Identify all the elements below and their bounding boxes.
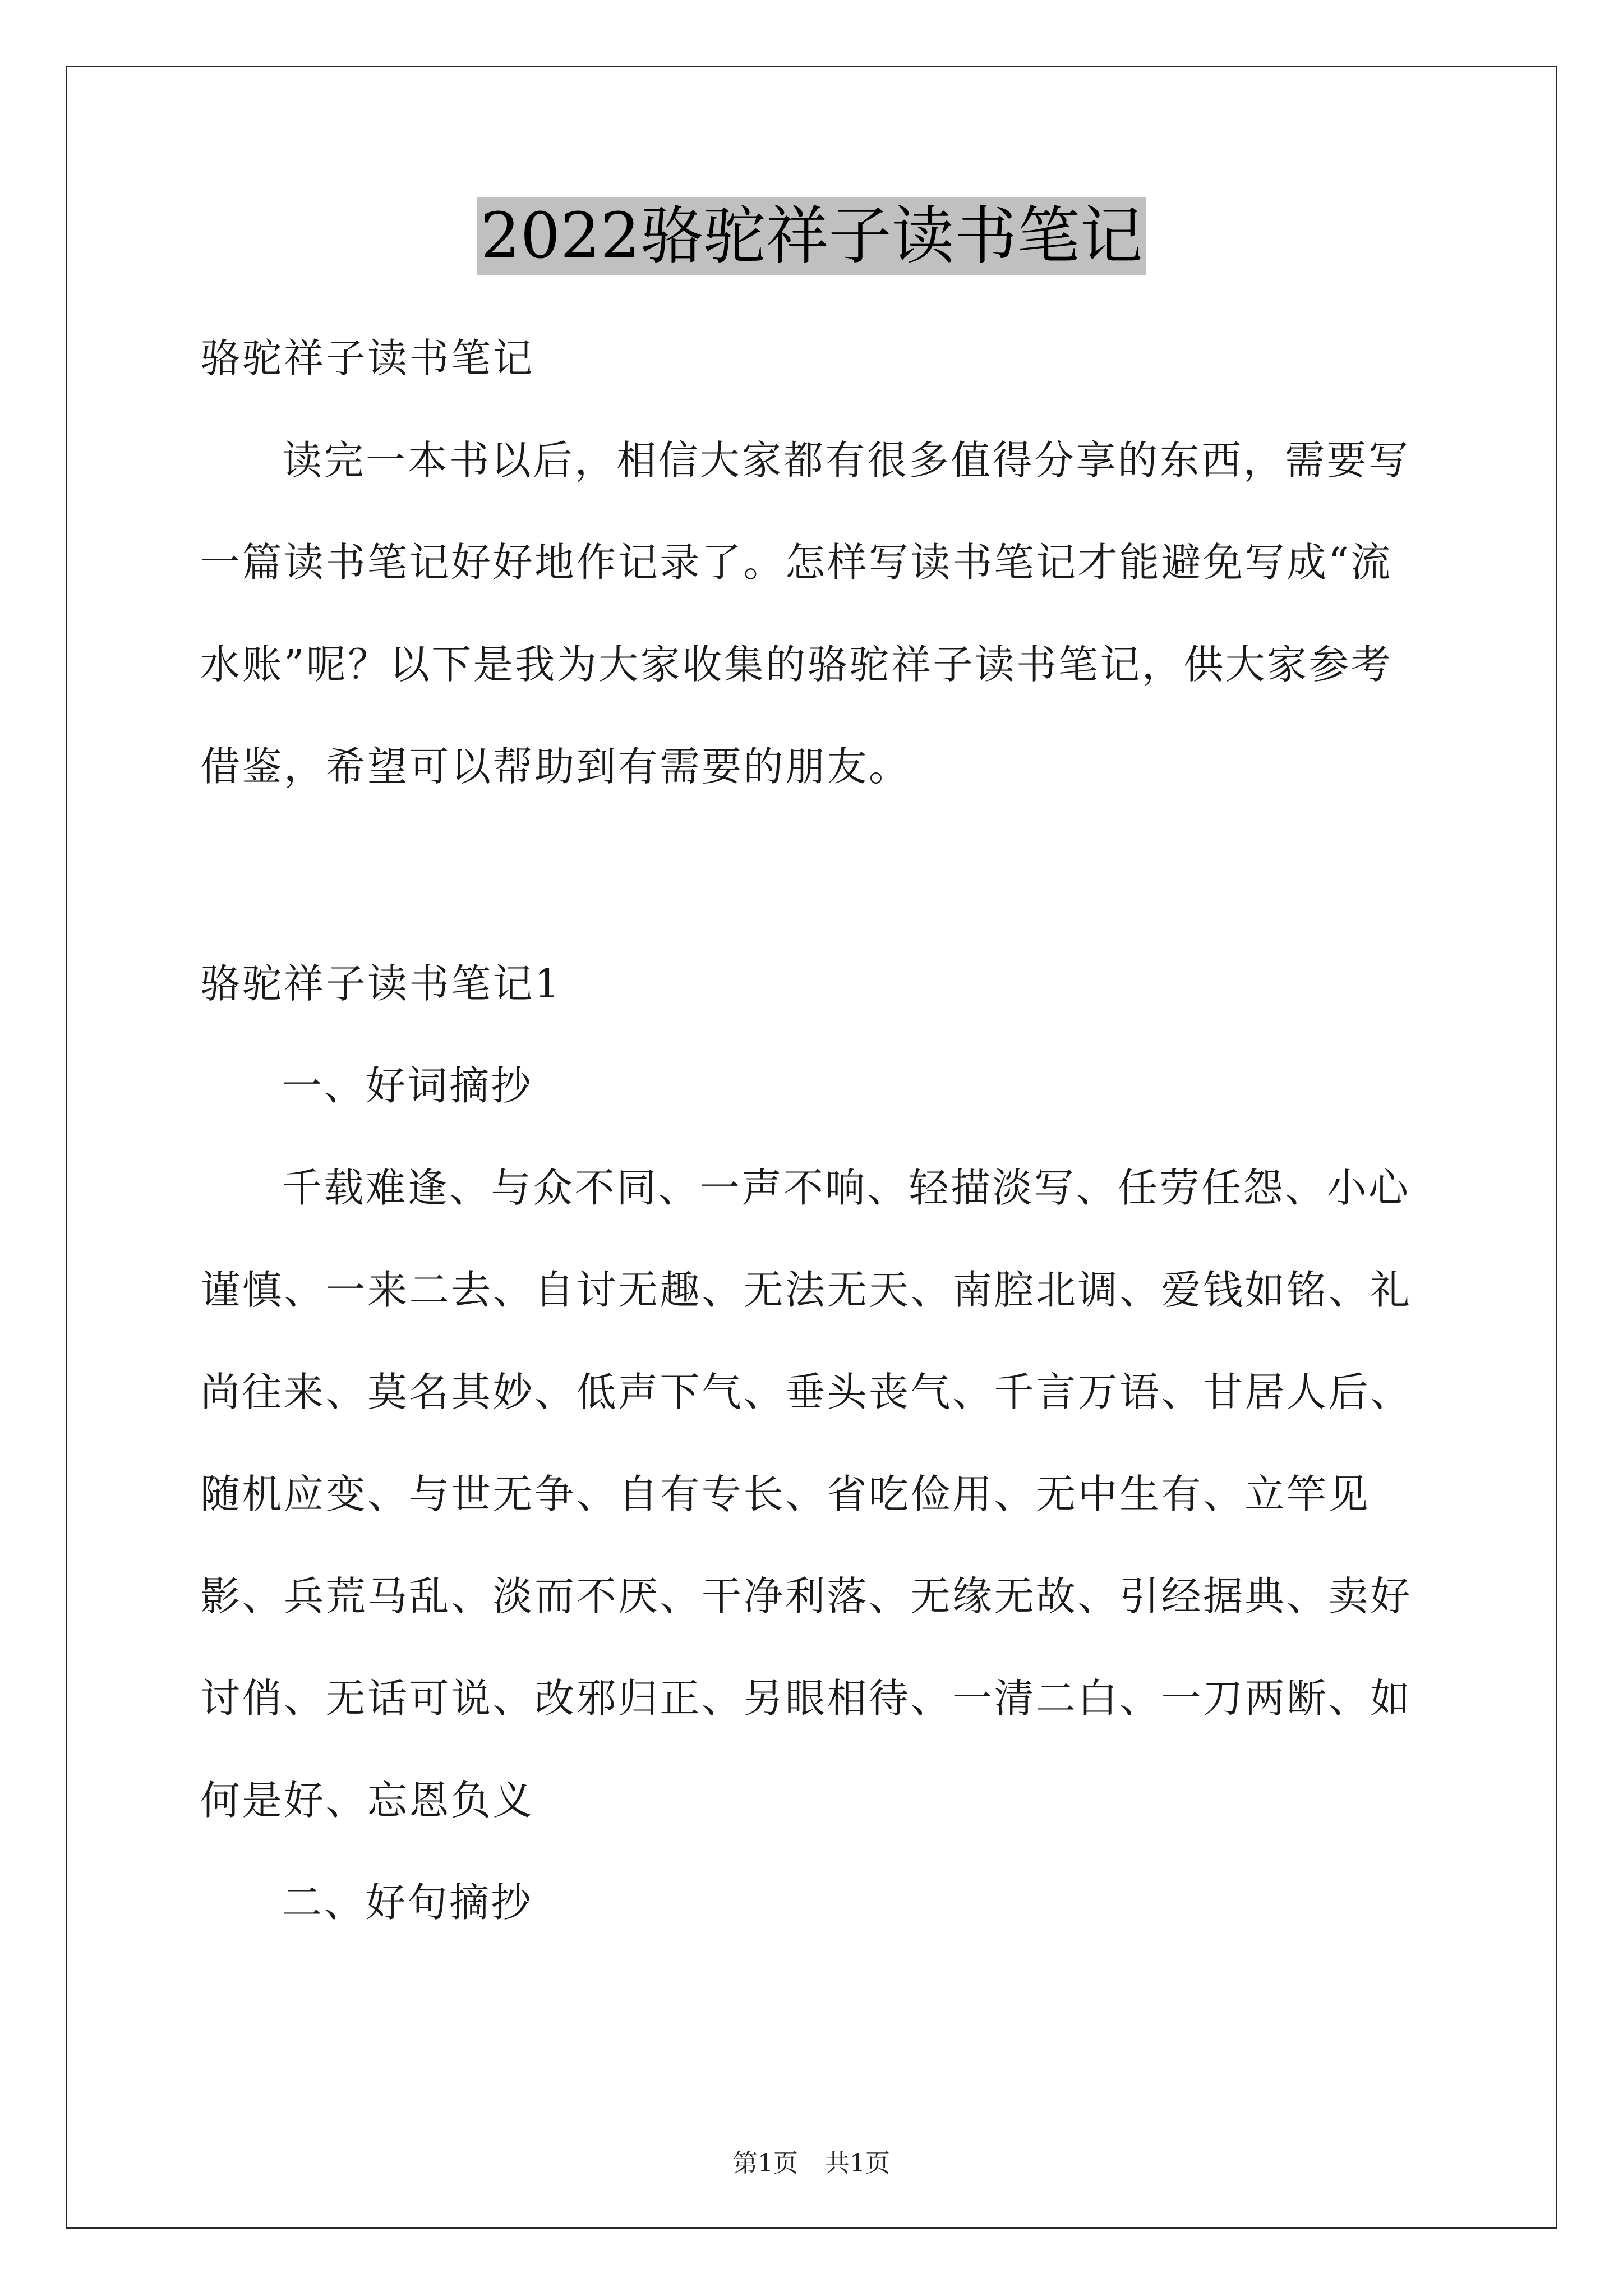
intro-paragraph: 读完一本书以后，相信大家都有很多值得分享的东西，需要写一篇读书笔记好好地作记录了。怎样写读书笔记才能避免写成“流水账”呢？以下是我为大家收集的骆驼祥子读书笔记，供大家参考借鉴，希望可以帮助到有需要的朋友。 xyxy=(200,437,1410,790)
page-number: 第1页 xyxy=(733,2149,798,2178)
page-footer xyxy=(0,2143,1623,2179)
section-heading: 骆驼祥子读书笔记1 xyxy=(200,960,562,1007)
title-area xyxy=(0,197,1623,275)
document-body xyxy=(200,307,1434,1954)
part2-heading: 二、好句摘抄 xyxy=(282,1879,533,1926)
part1-body: 千载难逢、与众不同、一声不响、轻描淡写、任劳任怨、小心谨慎、一来二去、自讨无趣、无法无天、南腔北调、爱钱如铭、礼尚往来、莫名其妙、低声下气、垂头丧气、千言万语、甘居人后、随机应变、与世无争、自有专长、省吃俭用、无中生有、立竿见影、兵荒马乱、淡而不厌、干净利落、无缘无故、引经据典、卖好讨俏、无话可说、改邪归正、另眼相待、一清二白、一刀两断、如何是好、忘恩负义 xyxy=(200,1165,1412,1824)
document-title: 2022骆驼祥子读书笔记 xyxy=(477,197,1146,275)
page-total: 共1页 xyxy=(825,2149,890,2178)
subtitle: 骆驼祥子读书笔记 xyxy=(200,335,535,381)
part1-heading: 一、好词摘抄 xyxy=(282,1062,533,1109)
